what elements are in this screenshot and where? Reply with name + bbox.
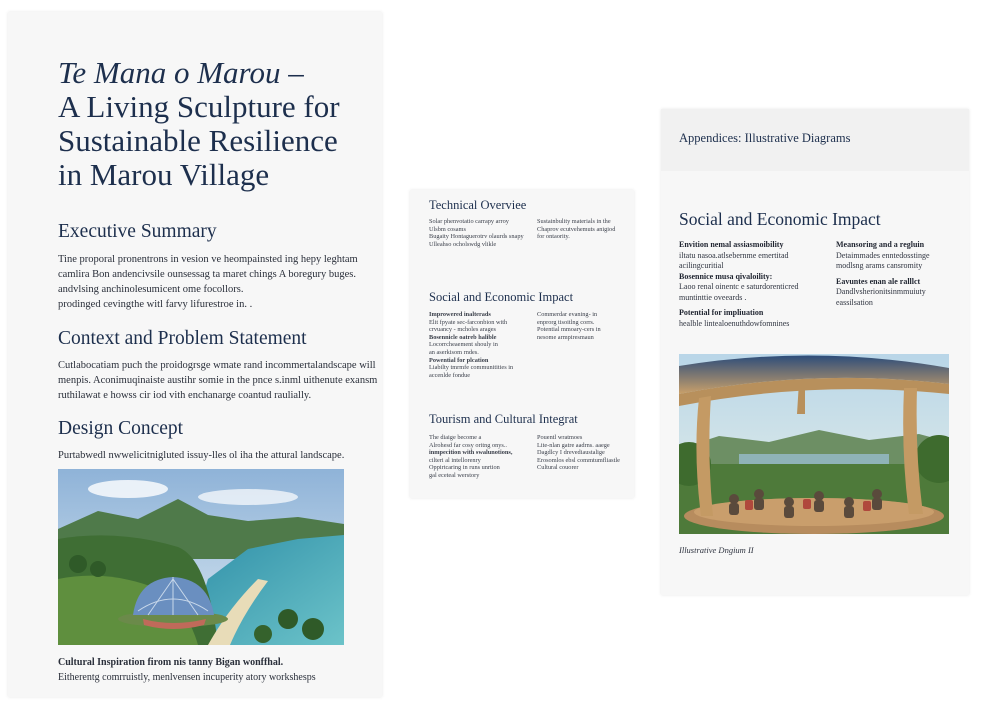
text-line: Solar phenvotatio carrapy arroy [429, 218, 509, 225]
text-line: Improwered inalterads [429, 311, 491, 318]
social-left-column [429, 311, 513, 379]
text-line: Commerdar evaning- in [537, 311, 598, 318]
context-line: ruthilawat e howss cir iod vith enchanarge coantud raulially. [58, 390, 312, 401]
text-line: enprorg tisoitlng corrs. [537, 318, 595, 326]
subheading: Envition nemal assiasmoibility [679, 240, 784, 249]
text-line: Lite-nlan gatre aadrns. aaege [537, 441, 610, 449]
text-line: Detaimmades enntedosstinge [836, 250, 930, 260]
text-line: gal eceteal werstory [429, 471, 480, 479]
text-line: an aserkisom rndes. [429, 348, 479, 356]
text-line: crvuancy - mcholes arages [429, 326, 496, 334]
pavilion-image [679, 354, 949, 534]
text-line: Chaprov ecutvehemuts anigiod [537, 225, 616, 233]
title-line-2: A Living Sculpture for [58, 89, 340, 124]
technical-right-column [537, 218, 615, 241]
text-line: Erosomlos ebsl commtumfliastle [537, 456, 620, 464]
text-line: Sustainbulity materials in the [537, 218, 611, 225]
coastal-landscape-image [58, 469, 344, 645]
text-line: Dagdlcy I drevediaustalige [537, 449, 605, 457]
text-line: Ulsbm cosams [429, 225, 466, 233]
text-line: Locorrcheaement shouly in [429, 341, 498, 349]
social-right-column [537, 311, 601, 341]
title-line-3: Sustainable Resilience [58, 123, 338, 158]
design-concept-heading: Design Concept [58, 418, 184, 439]
impact-left-column [679, 240, 799, 329]
social-impact-heading: Social and Economic Impact [679, 209, 881, 229]
document-page-3 [661, 109, 969, 595]
document-title [58, 56, 378, 192]
text-line: inmpecition with swalunotions, [429, 449, 513, 457]
text-line: healble lintealoenuthdowfomnines [679, 318, 790, 328]
tourism-right-column [537, 434, 620, 472]
text-line: eassilsation [836, 297, 873, 307]
technical-left-column [429, 218, 524, 248]
document-page-2 [410, 190, 634, 498]
exec-line: prodinged cevingthe witl farvy lifurestroe in. . [58, 299, 253, 310]
tourism-heading: Tourism and Cultural Integrat [429, 412, 578, 426]
text-line: Elit fpyate sec-farconbion with [429, 318, 508, 326]
text-line: Liabilty tmrmfe communitities in [429, 364, 514, 372]
document-page-1 [8, 12, 382, 697]
text-line: Alrohesd far cosy oritng onys.. [429, 441, 507, 449]
design-concept-text [58, 448, 376, 463]
appendices-heading: Appendices: Illustrative Diagrams [679, 131, 851, 145]
text-line: Bugaity Hontaguerotrv olaurds snapy [429, 233, 524, 241]
text-line: Powential for plcation [429, 356, 489, 364]
exec-line: Tine proporal pronentrons in vesion ve heompainsted ing hepy leghtam [58, 254, 358, 265]
pavilion-gathering-illustration [679, 354, 949, 534]
diagram-caption: Illustrative Dngium II [679, 545, 754, 555]
text-line: Dandlvsherionitsinmmuiuty [836, 287, 926, 296]
exec-line: camlira Bon andencivsile ounsessag ta maret chings A boregury buges. [58, 269, 357, 280]
technical-overview-heading: Technical Overviee [429, 198, 527, 212]
impact-right-column [836, 240, 930, 308]
design-line: Purtabwedl nwwelicitnigluted issuy-lles ol iha the attural landscape. [58, 450, 345, 461]
context-heading: Context and Problem Statement [58, 328, 307, 349]
subheading: Potential for impliuation [679, 308, 764, 317]
coastal-sculpture-illustration [58, 469, 344, 645]
subheading: Bosennice musa qivaloility: [679, 271, 773, 281]
context-text [58, 358, 376, 403]
text-line: acilingcuritial [679, 261, 724, 270]
text-line: cilteri al intellorenry [429, 456, 481, 464]
caption-line-2: Eitherentg comrruistly, menlvensen incuperity atory workshesps [58, 672, 316, 683]
text-line: iltatu nasoa.atlsebernme emertitad [679, 250, 789, 260]
context-line: menpis. Aconimuqinaiste austihr somie in the pnce s.inml uithenute exansm [58, 375, 378, 386]
title-line-italic: Te Mana o Marou – [58, 55, 304, 90]
executive-summary-text [58, 252, 376, 312]
context-line: Cutlabocatiam puch the proidogrsge wmate rand incommertalandscape will [58, 360, 376, 371]
text-line: modlsng arams cansromity [836, 261, 923, 270]
text-line: Laoo renal oinentc e saturdorenticred [679, 282, 799, 291]
text-line: Pouentl wratmoes [537, 434, 583, 441]
text-line: Bosennicle oatreb halible [429, 333, 497, 341]
subheading: Meansoring and a regluin [836, 240, 925, 249]
text-line: for ontaority. [537, 233, 570, 241]
text-line: Ulleahso ocholswdg vlikle [429, 240, 497, 248]
executive-summary-heading: Executive Summary [58, 221, 217, 242]
text-line: accenlde fondue [429, 371, 471, 379]
text-line: Cultural couorer [537, 464, 579, 472]
tourism-left-column [429, 434, 512, 480]
title-line-4: in Marou Village [58, 157, 270, 192]
caption-line-1: Cultural Inspiration firom nis tanny Bigan wonffhal. [58, 657, 284, 668]
text-line: Oppirtcaring in runs unrtion [429, 464, 500, 472]
subheading: Eavuntes enan ale ralllct [836, 276, 921, 286]
social-impact-heading: Social and Economic Impact [429, 290, 574, 304]
text-line: nesome armpiresmaun [537, 333, 594, 341]
exec-line: andvlsing anchinolesumicent ome focollors. [58, 284, 244, 295]
text-line: Potential mmoary-cers in [537, 326, 601, 334]
text-line: muntinttie oveeards . [679, 292, 747, 302]
text-line: The diaige become a [429, 434, 482, 441]
